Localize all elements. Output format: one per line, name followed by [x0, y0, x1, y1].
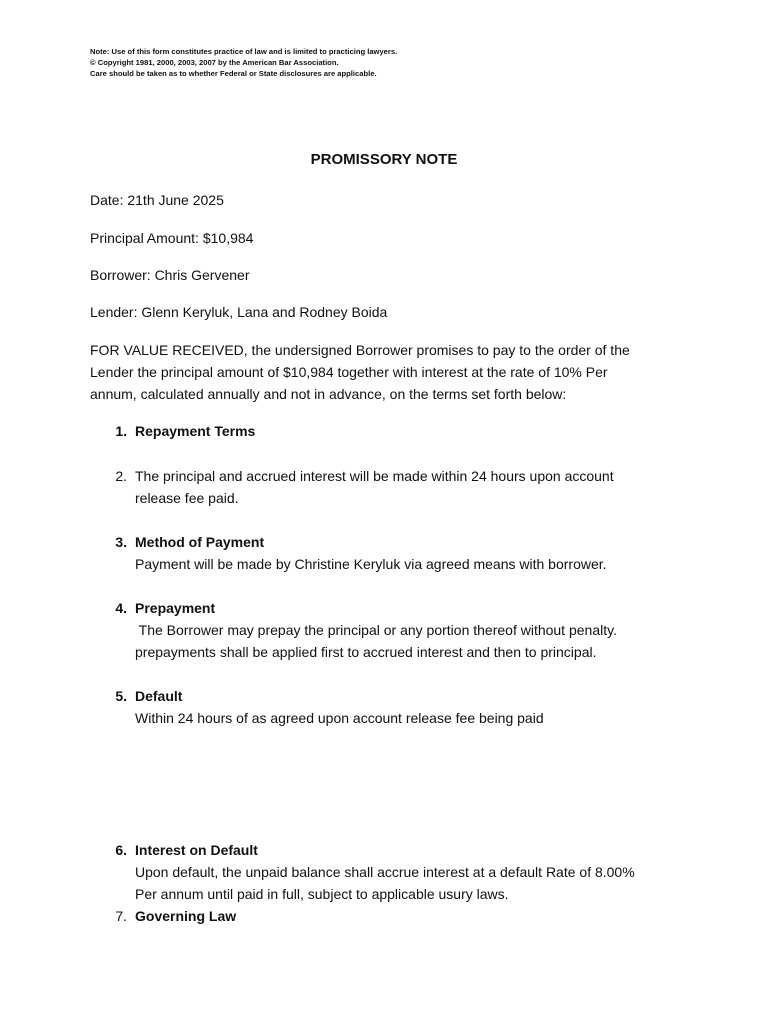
item-heading: Repayment Terms: [135, 423, 256, 439]
list-item: [90, 597, 670, 663]
item-number: 6.: [115, 842, 127, 858]
item-number: 4.: [115, 600, 127, 616]
lender-field: Lender: Glenn Keryluk, Lana and Rodney Boida: [90, 304, 388, 320]
item-heading: Governing Law: [135, 908, 237, 924]
item-heading: Method of Payment: [135, 534, 265, 550]
item-text: Within 24 hours of as agreed upon account release fee being paid: [135, 710, 544, 726]
list-item: [90, 839, 670, 905]
document-title: PROMISSORY NOTE: [310, 151, 458, 168]
item-text: prepayments shall be applied first to accrued interest and then to principal.: [135, 644, 597, 660]
item-heading: Default: [135, 688, 183, 704]
item-heading: Prepayment: [135, 600, 216, 616]
intro-line: annum, calculated annually and not in advance, on the terms set forth below:: [90, 386, 567, 402]
date-field: Date: 21th June 2025: [90, 192, 224, 208]
item-number: 7.: [115, 908, 127, 924]
copyright-notice: [90, 47, 397, 79]
intro-line: FOR VALUE RECEIVED, the undersigned Borrower promises to pay to the order of the: [90, 342, 630, 358]
item-text: Payment will be made by Christine Keryluk via agreed means with borrower.: [135, 556, 607, 572]
item-number: 1.: [115, 423, 127, 439]
principal-amount-field: Principal Amount: $10,984: [90, 230, 254, 246]
item-number: 2.: [115, 468, 127, 484]
list-item: [90, 531, 670, 575]
notice-line: © Copyright 1981, 2000, 2003, 2007 by the American Bar Association.: [90, 57, 339, 67]
borrower-field: Borrower: Chris Gervener: [90, 267, 250, 283]
item-text: The Borrower may prepay the principal or any portion thereof without penalty.: [135, 622, 617, 638]
intro-paragraph: [90, 339, 670, 405]
list-item: [90, 420, 670, 442]
item-number: 5.: [115, 688, 127, 704]
list-item: [90, 685, 670, 729]
item-heading: Interest on Default: [135, 842, 258, 858]
notice-line: Note: Use of this form constitutes practice of law and is limited to practicing lawyers.: [90, 47, 398, 56]
list-item: [90, 465, 670, 509]
item-text: Per annum until paid in full, subject to applicable usury laws.: [135, 886, 509, 902]
item-text: release fee paid.: [135, 490, 239, 506]
intro-line: Lender the principal amount of $10,984 together with interest at the rate of 10% Per: [90, 364, 608, 380]
notice-line: Care should be taken as to whether Federal or State disclosures are applicable.: [90, 68, 377, 78]
item-text: The principal and accrued interest will be made within 24 hours upon account: [135, 468, 614, 484]
list-item: [90, 905, 670, 927]
item-text: Upon default, the unpaid balance shall accrue interest at a default Rate of 8.00%: [135, 864, 635, 880]
item-number: 3.: [115, 534, 127, 550]
